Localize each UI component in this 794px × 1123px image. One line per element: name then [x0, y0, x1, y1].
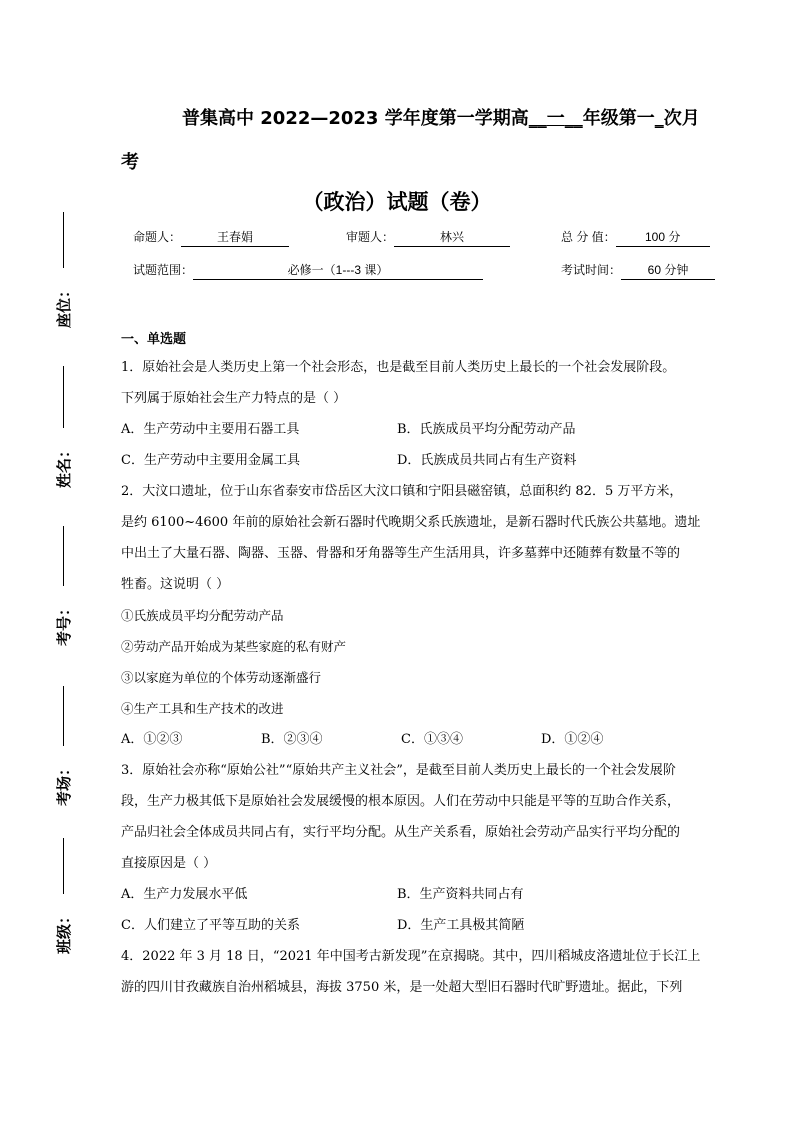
question-line: 游的四川甘孜藏族自治州稻城县，海拔 3750 米，是一处超大型旧石器时代旷野遗址。据此，下列: [121, 980, 683, 995]
question-line: 中出土了大量石器、陶器、玉器、骨器和牙角器等生产生活用具，许多墓葬中还随葬有数量不等的: [121, 546, 681, 561]
option-c: C．人们建立了平等互助的关系: [121, 918, 300, 933]
option-a: A．生产劳动中主要用石器工具: [121, 422, 300, 437]
question-line: 4．2022 年 3 月 18 日，“2021 年中国考古新发现”在京揭晓。其中，四川稻城皮洛遗址位于长江上: [121, 949, 701, 964]
score-info: 总 分 值： 100 分: [561, 228, 710, 247]
exam-no-line: [63, 526, 64, 586]
reviewer-info: 审题人： 林兴: [346, 228, 510, 247]
seat-line: [63, 212, 64, 268]
question-line: 段，生产力极其低下是原始社会发展缓慢的根本原因。人们在劳动中只能是平等的互助合作关系，: [121, 794, 681, 809]
exam-title-line1: 普集高中 2022—2023 学年度第一学期高__一__年级第一_次月: [182, 108, 700, 129]
option-row: [121, 910, 721, 941]
option-d: D．①②④: [541, 732, 604, 747]
grade-blank: __一__: [528, 108, 583, 129]
option-b: B．氏族成员平均分配劳动产品: [397, 422, 576, 437]
time-info: 考试时间： 60 分钟: [561, 261, 715, 280]
question-line: 产品归社会全体成员共同占有，实行平均分配。从生产关系看，原始社会劳动产品实行平均分配的: [121, 825, 681, 840]
scope-info: 试题范围： 必修一（1---3 课）: [133, 261, 483, 280]
option-d: D．生产工具极其简陋: [397, 918, 525, 933]
option-b: B．②③④: [261, 732, 323, 747]
option-a: A．①②③: [121, 732, 183, 747]
option-c: C．生产劳动中主要用金属工具: [121, 453, 300, 468]
section-title: 一、单选题: [121, 332, 187, 347]
sub-item: ②劳动产品开始成为某些家庭的私有财产: [121, 639, 347, 654]
exam-title-line1-wrap: 考: [121, 152, 139, 173]
question-line: 牲畜。这说明（ ）: [121, 577, 230, 592]
question-line: 3．原始社会亦称“原始公社”“原始共产主义社会”，是截至目前人类历史上最长的一个社会发展阶: [121, 763, 676, 778]
option-d: D．氏族成员共同占有生产资料: [397, 453, 577, 468]
question-line: 1．原始社会是人类历史上第一个社会形态，也是截至目前人类历史上最长的一个社会发展阶段。: [121, 360, 676, 375]
question-line: 直接原因是（ ）: [121, 856, 217, 871]
question-line: 下列属于原始社会生产力特点的是（ ）: [121, 391, 347, 406]
room-line: [63, 686, 64, 746]
name-label: 姓名：: [54, 442, 73, 488]
name-line: [63, 366, 64, 428]
option-row: [121, 879, 721, 910]
binding-sidebar: [48, 0, 78, 1123]
option-c: C．①③④: [401, 732, 463, 747]
question-content: [121, 328, 721, 1003]
option-row: [121, 414, 721, 445]
question-line: 2．大汶口遗址，位于山东省泰安市岱岳区大汶口镇和宁阳县磁窑镇，总面积约 82．5 万平方米，: [121, 484, 683, 499]
option-row: [121, 445, 721, 476]
exam-no-label: 考号：: [54, 600, 73, 646]
sub-item: ④生产工具和生产技术的改进: [121, 701, 284, 716]
exam-title-subject: （政治）试题（卷）: [302, 190, 492, 214]
question-line: 是约 6100~4600 年前的原始社会新石器时代晚期父系氏族遗址，是新石器时代氏族公共墓地。遗址: [121, 515, 701, 530]
class-line: [63, 838, 64, 894]
room-label: 考场：: [54, 760, 73, 806]
option-b: B．生产资料共同占有: [397, 887, 524, 902]
sub-item: ①氏族成员平均分配劳动产品: [121, 608, 284, 623]
class-label: 班级：: [54, 908, 73, 954]
option-row: [121, 724, 721, 755]
sub-item: ③以家庭为单位的个体劳动逐渐盛行: [121, 670, 322, 685]
seat-label: 座位：: [54, 282, 73, 328]
author-info: 命题人： 王春娟: [133, 228, 289, 247]
month-blank: _: [654, 108, 664, 129]
option-a: A．生产力发展水平低: [121, 887, 248, 902]
